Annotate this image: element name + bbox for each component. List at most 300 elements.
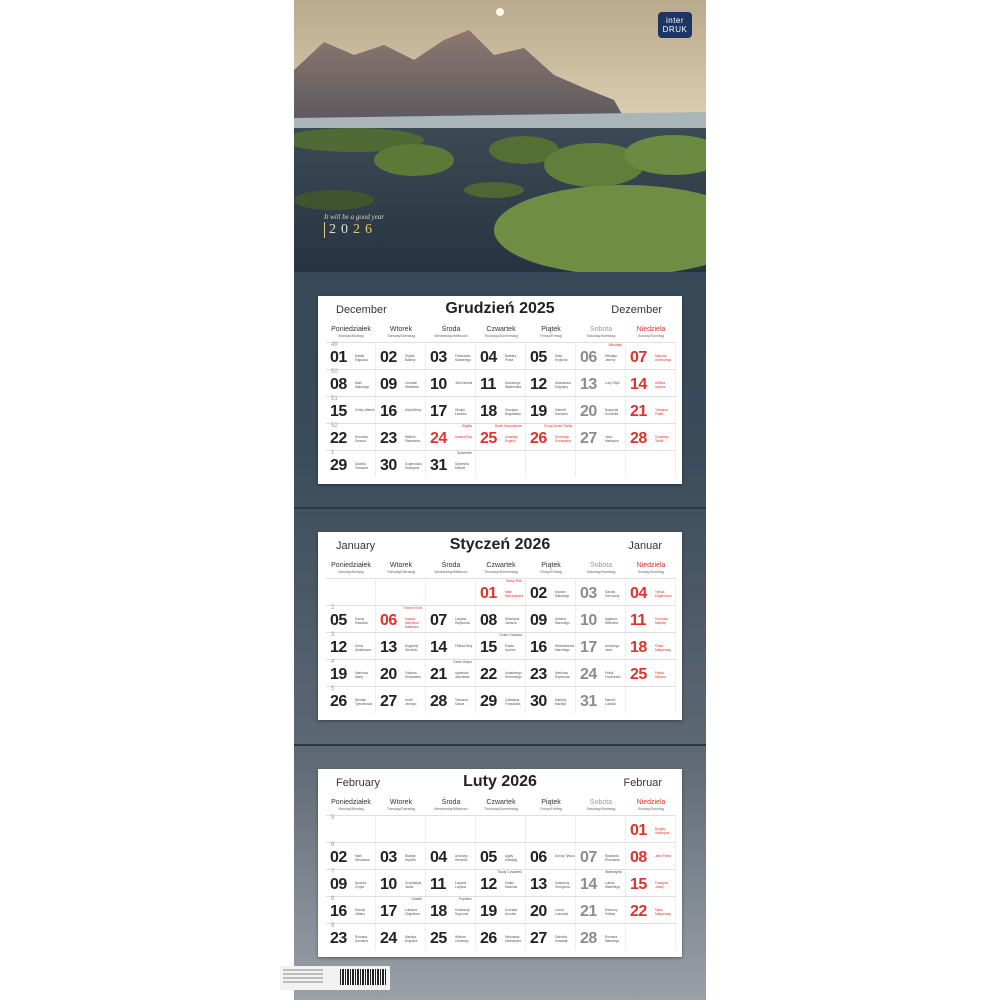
weekday-name: Poniedziałek <box>331 799 371 806</box>
weekday-header <box>426 799 476 812</box>
day-cell[interactable] <box>426 923 476 950</box>
weekday-subtitle: Thursday/Donnerstag <box>484 807 518 811</box>
day-number: 02 <box>530 585 547 602</box>
day-cell[interactable] <box>376 423 426 450</box>
day-cell[interactable] <box>326 632 376 659</box>
day-cell[interactable] <box>376 396 426 423</box>
weekday-header <box>626 799 676 812</box>
day-cell[interactable] <box>626 369 676 396</box>
day-number: 07 <box>580 849 597 866</box>
name-day: Anieli Jerzego <box>405 698 417 706</box>
day-cell[interactable] <box>476 396 526 423</box>
day-number: 04 <box>480 349 497 366</box>
name-day: Wiktorii Sławomira <box>405 435 420 443</box>
holiday-label: Drugi Dzień Świąt <box>544 424 572 428</box>
day-number: 14 <box>630 376 647 393</box>
day-cell[interactable] <box>376 632 426 659</box>
day-number: 09 <box>380 376 397 393</box>
day-cell[interactable] <box>426 896 476 923</box>
weekday-header <box>426 326 476 339</box>
day-cell[interactable] <box>426 686 476 713</box>
day-cell[interactable] <box>526 869 576 896</box>
holiday-label: Nowy Rok <box>506 579 522 583</box>
day-cell <box>476 815 526 842</box>
weekday-name: Piątek <box>541 326 561 333</box>
day-cell[interactable] <box>626 842 676 869</box>
day-number: 18 <box>430 903 447 920</box>
day-cell[interactable] <box>326 659 376 686</box>
week-number: 49 <box>331 342 338 348</box>
day-cell[interactable] <box>576 423 626 450</box>
holiday-label: Boże Narodzenie <box>495 424 522 428</box>
day-cell[interactable] <box>526 578 576 605</box>
weekday-subtitle: Saturday/Samstag <box>586 570 616 574</box>
day-number: 23 <box>530 666 547 683</box>
name-day: Faustyna Jowity <box>655 881 669 889</box>
day-cell[interactable] <box>326 686 376 713</box>
name-day: Anastazego Wincentego <box>505 671 522 679</box>
day-number: 13 <box>580 376 597 393</box>
day-cell <box>626 686 676 713</box>
day-number: 05 <box>480 849 497 866</box>
day-number: 21 <box>580 903 597 920</box>
day-number: 20 <box>580 403 597 420</box>
week-number: 4 <box>331 659 335 665</box>
weekday-header <box>526 326 576 339</box>
day-cell <box>626 450 676 477</box>
name-day: Lucjana Rajmunda <box>455 617 470 625</box>
week-number: 51 <box>331 396 338 402</box>
header-photo <box>294 0 706 272</box>
day-cell[interactable] <box>326 869 376 896</box>
day-cell[interactable] <box>626 578 676 605</box>
day-cell[interactable] <box>376 896 426 923</box>
day-cell[interactable] <box>326 605 376 632</box>
name-day: Apolonii Cyryla <box>355 881 367 889</box>
name-day: Wiktora Cezarego <box>455 935 469 943</box>
week-number: 8 <box>331 896 335 902</box>
day-number: 01 <box>330 349 347 366</box>
day-number: 13 <box>380 639 397 656</box>
day-cell <box>576 815 626 842</box>
month-title: Grudzień 2025 <box>445 300 555 317</box>
logo-text-top: inter <box>665 16 685 25</box>
day-cell[interactable] <box>576 842 626 869</box>
day-number: 14 <box>580 876 597 893</box>
name-day: Eleonory Feliksa <box>605 908 618 916</box>
barcode-label <box>280 966 390 990</box>
day-number: 11 <box>480 376 496 393</box>
weekday-name: Wtorek <box>389 326 413 333</box>
day-cell[interactable] <box>576 578 626 605</box>
day-number: 04 <box>630 585 647 602</box>
day-cell[interactable] <box>426 659 476 686</box>
day-cell[interactable] <box>376 605 426 632</box>
day-number: 01 <box>630 822 647 839</box>
day-cell[interactable] <box>526 605 576 632</box>
week-number: 7 <box>331 869 335 875</box>
name-day: Barbary Piotra <box>505 354 517 362</box>
name-day: Jana Maksyma <box>605 435 619 443</box>
week-number: 52 <box>331 423 338 429</box>
day-cell[interactable] <box>626 869 676 896</box>
day-number: 24 <box>380 930 397 947</box>
day-cell[interactable] <box>326 342 376 369</box>
day-cell[interactable] <box>576 632 626 659</box>
name-day: Michała Tymoteusza <box>355 698 373 706</box>
name-day: Sylwestra Melanii <box>455 462 469 470</box>
day-number: 17 <box>380 903 397 920</box>
day-cell[interactable] <box>476 896 526 923</box>
day-number: 03 <box>380 849 397 866</box>
weekday-name: Czwartek <box>486 799 516 806</box>
weekday-name: Środa <box>441 562 461 569</box>
holiday-label: Dzień Babci <box>453 660 472 664</box>
day-number: 28 <box>630 430 647 447</box>
day-cell[interactable] <box>476 423 526 450</box>
name-day: Agatona Wilhelma <box>605 617 619 625</box>
name-day: Ryszarda Romualda <box>605 854 620 862</box>
day-number: 12 <box>480 876 497 893</box>
day-number: 12 <box>330 639 347 656</box>
name-day: Marii Mieczysława <box>505 590 524 598</box>
day-number: 30 <box>380 457 397 474</box>
week-number: 5 <box>331 686 335 692</box>
day-cell[interactable] <box>476 923 526 950</box>
day-number: 17 <box>580 639 597 656</box>
name-day: Andrzeja Weroniki <box>455 854 468 862</box>
name-day: Dawida Tomasza <box>355 462 368 470</box>
weekday-header <box>326 562 376 575</box>
weekday-subtitle: Wednesday/Mittwoch <box>434 334 468 338</box>
day-cell[interactable] <box>426 605 476 632</box>
day-cell[interactable] <box>326 396 376 423</box>
name-day: Marii Makarego <box>355 381 370 389</box>
day-number: 10 <box>430 376 447 393</box>
day-number: 10 <box>380 876 397 893</box>
day-number: 24 <box>580 666 597 683</box>
name-day: Bogumiły Weroniki <box>405 644 419 652</box>
weekday-name: Niedziela <box>636 326 666 333</box>
day-cell[interactable] <box>476 869 526 896</box>
name-day: Izydora Makarego <box>555 590 570 598</box>
name-day: Tytusa Eugeniusza <box>655 590 672 598</box>
day-cell <box>376 815 426 842</box>
day-number: 15 <box>630 876 647 893</box>
day-number: 22 <box>630 903 647 920</box>
day-number: 12 <box>530 376 547 393</box>
day-number: 29 <box>480 693 497 710</box>
day-cell[interactable] <box>526 369 576 396</box>
day-cell[interactable] <box>426 423 476 450</box>
day-cell <box>426 815 476 842</box>
weekday-subtitle: Wednesday/Mittwoch <box>434 807 468 811</box>
name-day: Antoniego Jana <box>605 644 620 652</box>
week-number: 1 <box>331 450 335 456</box>
name-day: Leokadii Wiesława <box>405 381 419 389</box>
name-day: Pawła Miłosza <box>655 671 666 679</box>
name-day: Felicji Franciszka <box>605 671 621 679</box>
day-cell[interactable] <box>526 423 576 450</box>
day-cell <box>326 578 376 605</box>
weekday-name: Czwartek <box>486 326 516 333</box>
name-day: Agnieszki Jarosława <box>455 671 470 679</box>
day-cell[interactable] <box>576 396 626 423</box>
day-cell[interactable] <box>626 632 676 659</box>
weekday-name: Środa <box>441 799 461 806</box>
year-label <box>324 222 377 238</box>
name-day: Gabriela Anastazji <box>555 935 568 943</box>
day-cell[interactable] <box>376 659 426 686</box>
logo-text-bottom: DRUK <box>662 25 688 34</box>
day-cell[interactable] <box>476 605 526 632</box>
day-cell[interactable] <box>426 632 476 659</box>
weekday-subtitle: Saturday/Samstag <box>586 334 616 338</box>
holiday-label: Tłusty Czwartek <box>497 870 522 874</box>
weekday-subtitle: Friday/Freitag <box>540 334 562 338</box>
name-day: Alfreda Izydora <box>655 381 666 389</box>
name-day: Adama Ewy <box>455 435 473 439</box>
weekday-header <box>326 799 376 812</box>
day-cell[interactable] <box>626 659 676 686</box>
day-number: 27 <box>380 693 397 710</box>
day-cell[interactable] <box>326 450 376 477</box>
month-sheet <box>318 532 682 720</box>
day-number: 08 <box>330 376 347 393</box>
day-number: 19 <box>330 666 347 683</box>
day-number: 05 <box>330 612 347 629</box>
day-cell[interactable] <box>426 396 476 423</box>
weekday-subtitle: Saturday/Samstag <box>586 807 616 811</box>
day-cell[interactable] <box>576 342 626 369</box>
day-cell[interactable] <box>576 869 626 896</box>
day-cell[interactable] <box>626 423 676 450</box>
day-cell[interactable] <box>476 369 526 396</box>
holiday-label: Walentynki <box>605 870 622 874</box>
month-name-german: Januar <box>628 540 662 552</box>
name-day: Romana Damiana <box>355 935 368 943</box>
weekday-header <box>626 562 676 575</box>
day-cell <box>376 578 426 605</box>
day-number: 16 <box>530 639 547 656</box>
day-cell[interactable] <box>376 869 426 896</box>
day-number: 18 <box>630 639 647 656</box>
day-cell[interactable] <box>576 686 626 713</box>
day-grid <box>326 342 676 478</box>
day-cell[interactable] <box>476 842 526 869</box>
weekday-name: Niedziela <box>636 562 666 569</box>
weekday-header-row <box>326 562 676 578</box>
day-cell[interactable] <box>526 842 576 869</box>
day-cell[interactable] <box>376 450 426 477</box>
day-number: 16 <box>380 403 397 420</box>
day-cell[interactable] <box>476 632 526 659</box>
day-cell[interactable] <box>626 896 676 923</box>
panel-divider <box>294 744 706 746</box>
holiday-label: Wigilia <box>461 424 472 428</box>
weekday-subtitle: Wednesday/Mittwoch <box>434 570 468 574</box>
name-day: Gracjana Bogusława <box>505 408 521 416</box>
week-number: 6 <box>331 842 335 848</box>
day-cell[interactable] <box>626 342 676 369</box>
weekday-subtitle: Sunday/Sonntag <box>638 334 664 338</box>
weekday-name: Sobota <box>589 326 613 333</box>
month-name-english: February <box>336 777 381 789</box>
day-number: 06 <box>380 612 397 629</box>
day-cell[interactable] <box>576 369 626 396</box>
weekday-subtitle: Friday/Freitag <box>540 807 562 811</box>
day-number: 04 <box>430 849 447 866</box>
name-day: Martyny Macieja <box>555 698 567 706</box>
day-cell[interactable] <box>526 686 576 713</box>
name-day: Alicji Albiny <box>405 408 421 412</box>
day-number: 20 <box>380 666 397 683</box>
day-number: 30 <box>530 693 547 710</box>
day-cell[interactable] <box>326 369 376 396</box>
day-cell[interactable] <box>376 923 426 950</box>
day-number: 19 <box>480 903 497 920</box>
day-number: 09 <box>530 612 547 629</box>
year-suffix: 26 <box>353 222 377 237</box>
week-number: 50 <box>331 369 338 375</box>
day-number: 15 <box>330 403 347 420</box>
day-cell[interactable] <box>426 369 476 396</box>
day-number: 05 <box>530 349 547 366</box>
day-cell[interactable] <box>476 578 526 605</box>
weekday-name: Piątek <box>541 799 561 806</box>
name-day: Macieja Bogusza <box>405 935 418 943</box>
day-grid <box>326 578 676 714</box>
day-number: 25 <box>630 666 647 683</box>
day-number: 09 <box>330 876 347 893</box>
weekday-subtitle: Sunday/Sonntag <box>638 570 664 574</box>
day-cell[interactable] <box>576 896 626 923</box>
day-number: 29 <box>330 457 347 474</box>
day-number: 13 <box>530 876 547 893</box>
weekday-header <box>376 326 426 339</box>
name-day: Ildefonsa Rajmunda <box>555 671 570 679</box>
day-cell[interactable] <box>626 605 676 632</box>
name-day: Eulalii Modesta <box>505 881 518 889</box>
day-cell[interactable] <box>576 923 626 950</box>
day-cell[interactable] <box>526 632 576 659</box>
day-cell[interactable] <box>476 342 526 369</box>
weekday-name: Poniedziałek <box>331 562 371 569</box>
weekday-name: Wtorek <box>389 562 413 569</box>
day-cell[interactable] <box>426 869 476 896</box>
day-number: 06 <box>580 349 597 366</box>
day-cell[interactable] <box>376 842 426 869</box>
name-day: Fabiana Sebastiana <box>405 671 421 679</box>
day-cell[interactable] <box>426 842 476 869</box>
day-cell[interactable] <box>326 923 376 950</box>
weekday-name: Piątek <box>541 562 561 569</box>
day-number: 08 <box>630 849 647 866</box>
day-cell[interactable] <box>576 659 626 686</box>
name-day: Tomasza Karola <box>455 698 468 706</box>
day-cell[interactable] <box>426 450 476 477</box>
weekday-header <box>576 562 626 575</box>
day-cell[interactable] <box>476 659 526 686</box>
day-number: 25 <box>430 930 447 947</box>
day-number: 19 <box>530 403 547 420</box>
holiday-label: Mikołajki <box>608 343 622 347</box>
day-cell <box>476 450 526 477</box>
name-day: Łukasza Zbigniewa <box>405 908 420 916</box>
day-cell <box>426 578 476 605</box>
name-day: Kacpra Melchiora Baltazara <box>405 617 419 629</box>
day-cell[interactable] <box>326 842 376 869</box>
day-cell <box>576 450 626 477</box>
tagline: It will be a good year <box>324 213 385 221</box>
day-cell[interactable] <box>526 396 576 423</box>
day-cell[interactable] <box>576 605 626 632</box>
name-day: Romana Makarego <box>605 935 620 943</box>
day-cell[interactable] <box>626 815 676 842</box>
day-number: 23 <box>380 430 397 447</box>
name-day: Saby Kryspina <box>555 354 568 362</box>
weekday-header <box>376 562 426 575</box>
day-cell[interactable] <box>426 342 476 369</box>
name-day: Marii Mirosława <box>355 854 370 862</box>
name-day: Marcina Ambrożego <box>655 354 672 362</box>
day-cell[interactable] <box>376 369 426 396</box>
day-number: 25 <box>480 430 497 447</box>
name-day: Seweryna Juliusza <box>505 617 520 625</box>
name-day: Hanny Edwarda <box>355 617 368 625</box>
day-number: 23 <box>330 930 347 947</box>
day-number: 26 <box>330 693 347 710</box>
day-cell[interactable] <box>326 896 376 923</box>
day-cell[interactable] <box>526 923 576 950</box>
day-cell[interactable] <box>376 686 426 713</box>
day-cell[interactable] <box>326 423 376 450</box>
holiday-label: Trzech Króli <box>403 606 422 610</box>
day-cell[interactable] <box>526 659 576 686</box>
name-day: Agaty Adelajdy <box>505 854 518 862</box>
month-title: Styczeń 2026 <box>449 536 551 553</box>
name-day: Aleksandra Dagmary <box>555 381 571 389</box>
day-number: 11 <box>430 876 446 893</box>
name-day: Franciszka Ksawerego <box>455 354 471 362</box>
day-number: 20 <box>530 903 547 920</box>
day-cell[interactable] <box>526 342 576 369</box>
weekday-subtitle: Monday/Montag <box>338 807 364 811</box>
day-number: 24 <box>430 430 447 447</box>
day-cell <box>326 815 376 842</box>
day-cell[interactable] <box>626 396 676 423</box>
weekday-header <box>376 799 426 812</box>
day-cell[interactable] <box>376 342 426 369</box>
weekday-subtitle: Tuesday/Dienstag <box>386 807 416 811</box>
name-day: Włodzimierza Marcelego <box>555 644 575 652</box>
weekday-name: Niedziela <box>636 799 666 806</box>
weekday-header <box>426 562 476 575</box>
day-cell[interactable] <box>526 896 576 923</box>
name-day: Danuty Genowefy <box>605 590 620 598</box>
month-name-german: Dezember <box>611 304 662 316</box>
weekday-header <box>626 326 676 339</box>
name-day: Brygidy Seweryna <box>655 827 670 835</box>
name-day: Natalii Eligiusza <box>355 354 368 362</box>
weekday-name: Środa <box>441 326 461 333</box>
weekday-header-row <box>326 326 676 342</box>
name-day: Mariusza Marty <box>355 671 368 679</box>
day-cell[interactable] <box>476 686 526 713</box>
day-number: 17 <box>430 403 447 420</box>
weekday-header <box>476 326 526 339</box>
day-number: 03 <box>580 585 597 602</box>
